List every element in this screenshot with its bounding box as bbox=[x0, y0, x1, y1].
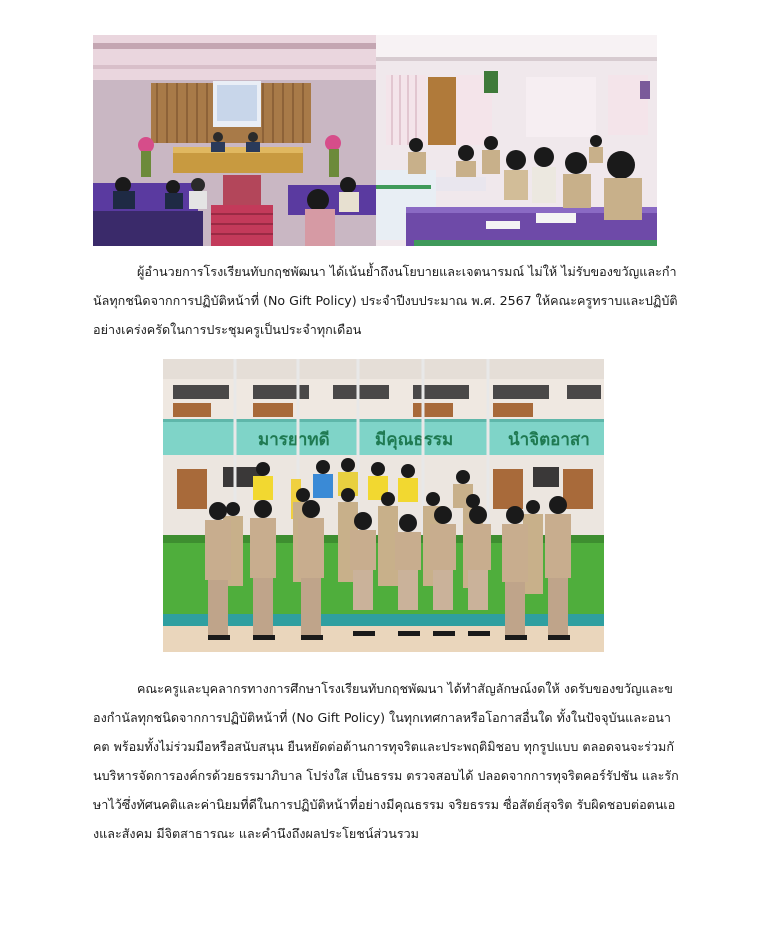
paragraph-2 bbox=[93, 674, 679, 848]
banner-text-1: มารยาทดี bbox=[258, 430, 330, 450]
meeting-photo-right bbox=[376, 35, 657, 246]
banner-text-3: นำจิตอาสา bbox=[508, 430, 590, 450]
meeting-photo-left bbox=[93, 35, 376, 246]
paragraph-1-text: ผู้อำนวยการโรงเรียนทับกฤชพัฒนา ได้เน้นย้ำถึงนโยบายและเจตนารมณ์ ไม่ให้ ไม่รับของขวัญและกำนัลทุกชนิดจากการปฏิบัติหน้าที่ (No Gift Policy) ประจำปีงบประมาณ พ.ศ. 2567 ให้คณะครูทราบและปฏิบัติอย่างเคร่งครัดในการประชุมครูเป็นประจำทุกเดือน bbox=[93, 264, 678, 337]
paragraph-1 bbox=[93, 257, 679, 344]
banner-text-2: มีคุณธรรม bbox=[375, 430, 454, 450]
paragraph-2-text: คณะครูและบุคลากรทางการศึกษาโรงเรียนทับกฤชพัฒนา ได้ทำสัญลักษณ์งดให้ งดรับของขวัญและของกำนัลทุกชนิดจากการปฏิบัติหน้าที่ (No Gift Policy) ในทุกเทศกาลหรือโอกาสอื่นใด ทั้งในปัจจุบันและอนาคต พร้อมทั้งไม่ร่วมมือหรือสนับสนุน ยืนหยัดต่อต้านการทุจริตและประพฤติมิชอบ ทุกรูปแบบ ตลอดจนจะร่วมกันบริหารจัดการองค์กรด้วยธรรมาภิบาล โปร่งใส เป็นธรรม ตรวจสอบได้ ปลอดจากการทุจริตคอร์รัปชัน และรักษาไว้ซึ่งทัศนคติและค่านิยมที่ดีในการปฏิบัติหน้าที่อย่างมีคุณธรรม จริยธรรม ซื่อสัตย์สุจริต รับผิดชอบต่อตนเองและสังคม มีจิตสาธารณะ และคำนึงถึงผลประโยชน์ส่วนรวม bbox=[93, 681, 679, 841]
group-photo bbox=[163, 359, 604, 652]
